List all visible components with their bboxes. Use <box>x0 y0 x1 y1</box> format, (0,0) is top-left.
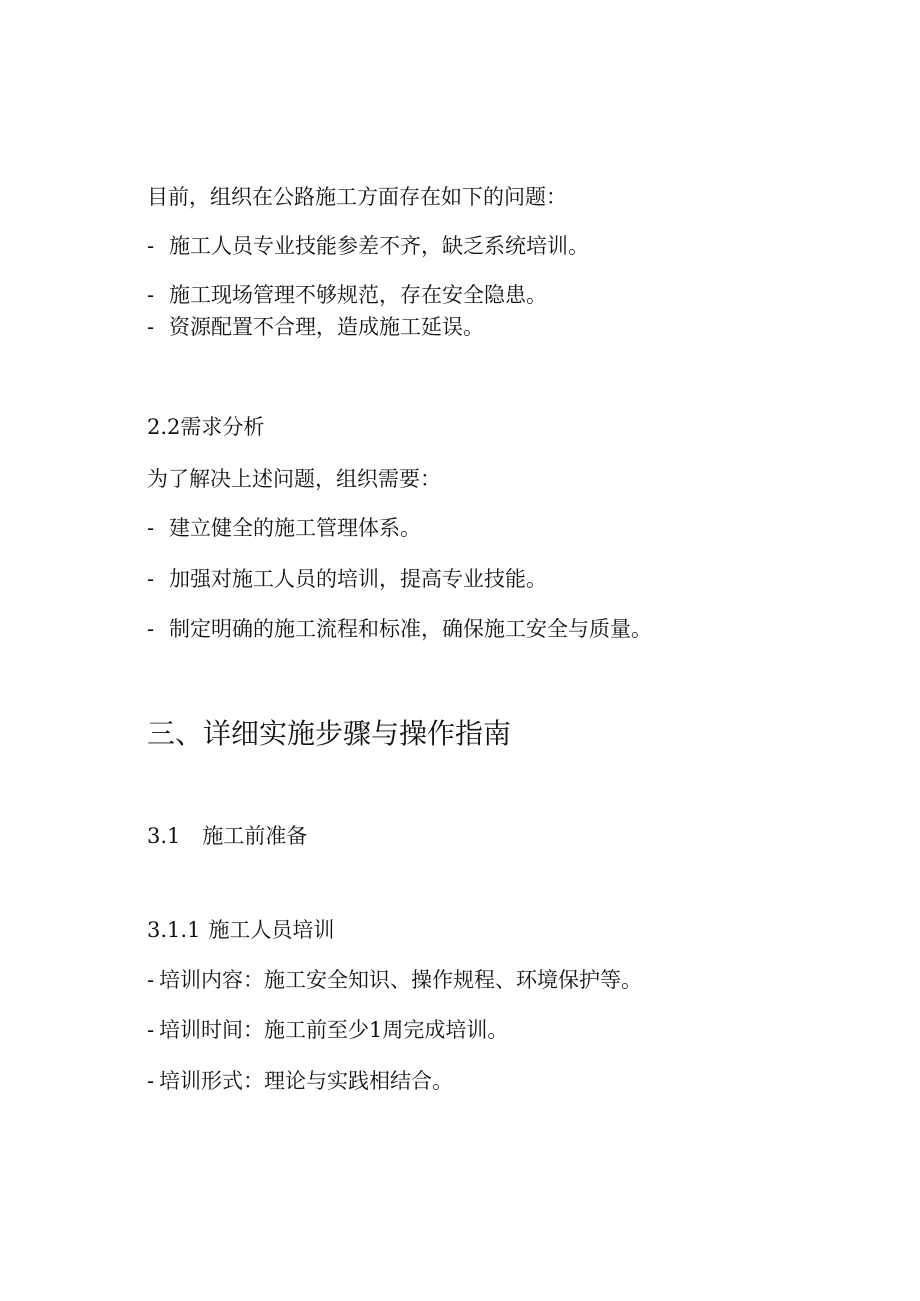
list-item: - 施工现场管理不够规范，存在安全隐患。 <box>147 283 547 307</box>
list-dash: - <box>147 968 155 992</box>
section-heading-3-1-1: 3.1.1 施工人员培训 <box>147 918 335 942</box>
list-dash: - <box>147 516 155 540</box>
list-dash: - <box>147 1069 155 1093</box>
list-dash: - <box>147 315 155 339</box>
section-heading-2-2: 2.2需求分析 <box>147 415 265 439</box>
list-dash: - <box>147 234 155 258</box>
list-item: - 施工人员专业技能参差不齐，缺乏系统培训。 <box>147 234 589 258</box>
chapter-heading-3: 三、详细实施步骤与操作指南 <box>147 717 512 750</box>
list-item: - 资源配置不合理，造成施工延误。 <box>147 315 484 339</box>
list-item: - 加强对施工人员的培训，提高专业技能。 <box>147 567 547 591</box>
list-dash: - <box>147 283 155 307</box>
list-item: - 建立健全的施工管理体系。 <box>147 516 421 540</box>
list-dash: - <box>147 617 155 641</box>
list-dash: - <box>147 567 155 591</box>
list-item: - 培训时间：施工前至少1周完成培训。 <box>147 1018 509 1042</box>
list-item: - 培训内容：施工安全知识、操作规程、环境保护等。 <box>147 968 642 992</box>
list-dash: - <box>147 1018 155 1042</box>
list-item: - 培训形式：理论与实践相结合。 <box>147 1069 453 1093</box>
problems-intro: 目前，组织在公路施工方面存在如下的问题： <box>147 185 567 209</box>
section-heading-3-1: 3.1 施工前准备 <box>147 824 308 848</box>
needs-intro: 为了解决上述问题，组织需要： <box>147 467 441 491</box>
list-item: - 制定明确的施工流程和标准，确保施工安全与质量。 <box>147 617 652 641</box>
